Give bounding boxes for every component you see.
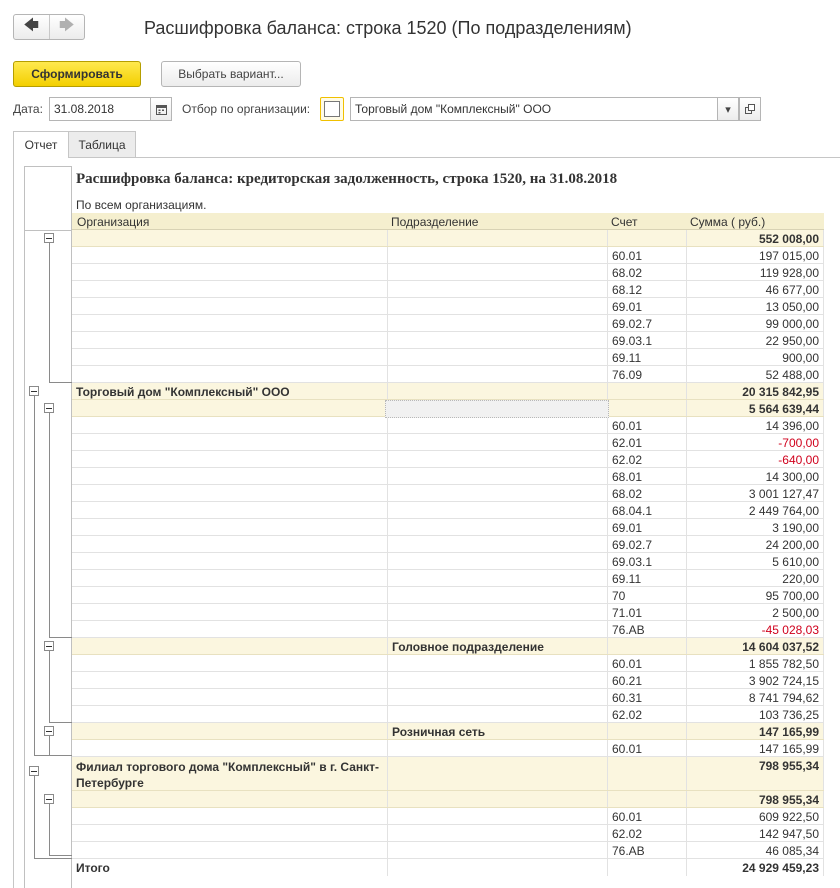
tree-line: [49, 855, 72, 856]
organization-cell[interactable]: [72, 689, 388, 705]
date-input[interactable]: 31.08.2018: [49, 97, 151, 121]
account-cell[interactable]: 62.02: [608, 451, 687, 467]
organization-cell[interactable]: [72, 502, 388, 518]
account-cell[interactable]: 69.02.7: [608, 315, 687, 331]
division-cell[interactable]: [388, 264, 608, 280]
page-title: Расшифровка баланса: строка 1520 (По подразделениям): [144, 18, 632, 38]
tree-line: [49, 637, 72, 638]
account-cell[interactable]: 68.04.1: [608, 502, 687, 518]
table-row[interactable]: [72, 672, 824, 689]
calendar-icon[interactable]: [150, 97, 172, 121]
account-cell[interactable]: 76.09: [608, 366, 687, 382]
division-cell[interactable]: [388, 672, 608, 688]
tree-line: [34, 396, 35, 755]
account-cell[interactable]: [608, 723, 687, 739]
division-cell[interactable]: [388, 230, 608, 246]
division-cell[interactable]: [388, 366, 608, 382]
division-cell[interactable]: Розничная сеть: [388, 723, 608, 739]
account-cell[interactable]: 60.01: [608, 247, 687, 263]
sum-cell[interactable]: -700,00: [687, 434, 824, 450]
table-row[interactable]: [72, 842, 824, 859]
division-cell[interactable]: [388, 553, 608, 569]
table-row[interactable]: [72, 689, 824, 706]
collapse-toggle-icon[interactable]: [44, 403, 54, 413]
division-cell[interactable]: [388, 383, 608, 399]
group-row[interactable]: [72, 383, 824, 400]
sum-cell[interactable]: 220,00: [687, 570, 824, 586]
division-cell[interactable]: [388, 808, 608, 824]
total-sum: 24 929 459,23: [687, 859, 824, 876]
collapse-toggle-icon[interactable]: [29, 386, 39, 396]
table-row[interactable]: [72, 536, 824, 553]
division-cell[interactable]: [388, 247, 608, 263]
organization-cell[interactable]: [72, 791, 388, 807]
table-row[interactable]: [72, 315, 824, 332]
sum-cell[interactable]: 46 677,00: [687, 281, 824, 297]
account-cell[interactable]: 69.03.1: [608, 553, 687, 569]
column-header-account[interactable]: Счет: [611, 215, 638, 229]
sum-cell[interactable]: 3 001 127,47: [687, 485, 824, 501]
sum-cell[interactable]: 5 610,00: [687, 553, 824, 569]
table-row[interactable]: [72, 587, 824, 604]
organization-cell[interactable]: Торговый дом "Комплексный" ООО: [72, 383, 388, 399]
division-cell[interactable]: [388, 655, 608, 671]
organization-cell[interactable]: [72, 536, 388, 552]
organization-cell[interactable]: [72, 417, 388, 433]
tree-line: [49, 413, 50, 637]
account-cell[interactable]: 76.АВ: [608, 621, 687, 637]
division-cell[interactable]: [388, 485, 608, 501]
account-cell[interactable]: 69.03.1: [608, 332, 687, 348]
organization-cell[interactable]: [72, 587, 388, 603]
division-cell: [388, 859, 608, 876]
group-row[interactable]: [72, 757, 824, 791]
column-header-organization[interactable]: Организация: [77, 215, 150, 229]
organization-cell[interactable]: [72, 553, 388, 569]
grouping-gutter-line: [24, 230, 72, 231]
division-cell[interactable]: [388, 332, 608, 348]
table-row[interactable]: [72, 706, 824, 723]
account-cell[interactable]: 68.01: [608, 468, 687, 484]
organization-cell[interactable]: [72, 485, 388, 501]
tree-line: [49, 382, 72, 383]
collapse-toggle-icon[interactable]: [44, 641, 54, 651]
account-cell[interactable]: [608, 757, 687, 790]
sum-cell[interactable]: 8 741 794,62: [687, 689, 824, 705]
sum-cell[interactable]: 119 928,00: [687, 264, 824, 280]
checkbox-box: [324, 101, 340, 117]
organization-cell[interactable]: [72, 434, 388, 450]
organization-cell[interactable]: [72, 298, 388, 314]
arrow-right-icon[interactable]: 🡆: [49, 15, 85, 39]
generate-button[interactable]: Сформировать: [13, 61, 141, 87]
sum-cell[interactable]: 142 947,50: [687, 825, 824, 841]
organization-cell[interactable]: [72, 247, 388, 263]
tree-line: [49, 243, 50, 382]
organization-cell[interactable]: [72, 672, 388, 688]
tree-line: [49, 804, 50, 855]
account-cell[interactable]: 60.01: [608, 417, 687, 433]
account-cell[interactable]: 68.12: [608, 281, 687, 297]
division-cell[interactable]: [388, 315, 608, 331]
dropdown-icon[interactable]: ▾: [717, 97, 739, 121]
table-row[interactable]: [72, 434, 824, 451]
navigation-buttons: [13, 14, 85, 40]
report-subtitle: По всем организациям.: [76, 198, 207, 212]
tab-table[interactable]: Таблица: [68, 131, 136, 157]
date-label: Дата:: [13, 102, 43, 116]
organization-cell[interactable]: [72, 264, 388, 280]
sum-cell[interactable]: 798 955,34: [687, 791, 824, 807]
column-header-sum[interactable]: Сумма ( руб.): [690, 215, 766, 229]
table-row[interactable]: [72, 349, 824, 366]
sum-cell[interactable]: 24 200,00: [687, 536, 824, 552]
account-cell[interactable]: 69.01: [608, 298, 687, 314]
grouping-gutter-line: [24, 166, 72, 167]
sum-cell[interactable]: 3 190,00: [687, 519, 824, 535]
organization-cell[interactable]: [72, 366, 388, 382]
sum-cell[interactable]: 52 488,00: [687, 366, 824, 382]
sum-cell[interactable]: 552 008,00: [687, 230, 824, 246]
tree-line: [49, 651, 50, 722]
sum-cell[interactable]: 1 855 782,50: [687, 655, 824, 671]
organization-cell[interactable]: [72, 740, 388, 756]
collapse-toggle-icon[interactable]: [44, 794, 54, 804]
sum-cell[interactable]: 20 315 842,95: [687, 383, 824, 399]
account-cell[interactable]: 71.01: [608, 604, 687, 620]
organization-cell[interactable]: Филиал торгового дома "Комплексный" в г. Санкт-Петербурге: [72, 757, 388, 790]
organization-cell[interactable]: [72, 723, 388, 739]
sum-cell[interactable]: 2 449 764,00: [687, 502, 824, 518]
organization-cell[interactable]: [72, 451, 388, 467]
table-row[interactable]: [72, 451, 824, 468]
arrow-left-icon[interactable]: 🡄: [23, 16, 39, 34]
total-label: Итого: [72, 859, 388, 876]
sum-cell[interactable]: 46 085,34: [687, 842, 824, 858]
sum-cell[interactable]: 5 564 639,44: [687, 400, 824, 416]
table-row[interactable]: [72, 298, 824, 315]
sum-cell[interactable]: 3 902 724,15: [687, 672, 824, 688]
collapse-toggle-icon[interactable]: [29, 766, 39, 776]
sum-cell[interactable]: 197 015,00: [687, 247, 824, 263]
table-row[interactable]: [72, 485, 824, 502]
division-cell[interactable]: [388, 791, 608, 807]
table-row[interactable]: [72, 281, 824, 298]
organization-cell[interactable]: [72, 332, 388, 348]
sum-cell[interactable]: 14 396,00: [687, 417, 824, 433]
division-cell[interactable]: [388, 281, 608, 297]
division-cell[interactable]: [388, 451, 608, 467]
sum-cell[interactable]: 147 165,99: [687, 740, 824, 756]
tree-line: [49, 755, 72, 756]
org-filter-checkbox[interactable]: [320, 97, 344, 121]
division-cell[interactable]: [388, 519, 608, 535]
account-cell[interactable]: 69.02.7: [608, 536, 687, 552]
table-row[interactable]: [72, 247, 824, 264]
organization-cell[interactable]: [72, 349, 388, 365]
account-cell[interactable]: 60.01: [608, 740, 687, 756]
account-cell[interactable]: [608, 383, 687, 399]
collapse-toggle-icon[interactable]: [44, 726, 54, 736]
table-row[interactable]: [72, 740, 824, 757]
table-row[interactable]: [72, 808, 824, 825]
report-title: Расшифровка баланса: кредиторская задолженность, строка 1520, на 31.08.2018: [76, 171, 618, 187]
organization-cell[interactable]: [72, 808, 388, 824]
sum-cell[interactable]: 798 955,34: [687, 757, 824, 790]
org-filter-label: Отбор по организации:: [182, 102, 311, 116]
collapse-toggle-icon[interactable]: [44, 233, 54, 243]
tree-line: [49, 722, 72, 723]
sum-cell[interactable]: -640,00: [687, 451, 824, 467]
organization-cell[interactable]: [72, 604, 388, 620]
division-cell[interactable]: [388, 842, 608, 858]
division-cell[interactable]: Головное подразделение: [388, 638, 608, 654]
organization-cell[interactable]: [72, 519, 388, 535]
account-cell[interactable]: 68.02: [608, 264, 687, 280]
sum-cell[interactable]: 2 500,00: [687, 604, 824, 620]
division-cell[interactable]: [388, 417, 608, 433]
division-cell[interactable]: [388, 757, 608, 790]
organization-cell[interactable]: [72, 638, 388, 654]
organization-cell[interactable]: [72, 570, 388, 586]
selected-cell[interactable]: [385, 400, 609, 418]
organization-cell[interactable]: [72, 230, 388, 246]
sum-cell[interactable]: 609 922,50: [687, 808, 824, 824]
division-cell[interactable]: [388, 706, 608, 722]
division-cell[interactable]: [388, 604, 608, 620]
division-cell[interactable]: [388, 689, 608, 705]
table-row[interactable]: [72, 417, 824, 434]
organization-cell[interactable]: [72, 825, 388, 841]
tree-line: [34, 776, 35, 858]
org-select-input[interactable]: Торговый дом "Комплексный" ООО: [350, 97, 718, 121]
sum-cell[interactable]: 99 000,00: [687, 315, 824, 331]
account-cell[interactable]: [608, 230, 687, 246]
account-cell[interactable]: [608, 638, 687, 654]
account-cell[interactable]: 62.02: [608, 706, 687, 722]
organization-cell[interactable]: [72, 655, 388, 671]
open-form-icon[interactable]: [739, 97, 761, 121]
select-variant-button[interactable]: Выбрать вариант...: [161, 61, 301, 87]
account-cell[interactable]: 60.01: [608, 655, 687, 671]
column-header-division[interactable]: Подразделение: [391, 215, 479, 229]
division-cell[interactable]: [388, 298, 608, 314]
account-cell[interactable]: 62.02: [608, 825, 687, 841]
sum-cell[interactable]: 14 604 037,52: [687, 638, 824, 654]
account-cell[interactable]: 60.01: [608, 808, 687, 824]
account-cell[interactable]: 69.11: [608, 570, 687, 586]
table-row[interactable]: [72, 570, 824, 587]
organization-cell[interactable]: [72, 842, 388, 858]
group-row[interactable]: [72, 638, 824, 655]
sum-cell[interactable]: 13 050,00: [687, 298, 824, 314]
table-row[interactable]: [72, 604, 824, 621]
organization-cell[interactable]: [72, 621, 388, 637]
account-cell: [608, 859, 687, 876]
sum-cell[interactable]: 147 165,99: [687, 723, 824, 739]
division-cell[interactable]: [388, 434, 608, 450]
tree-line: [49, 736, 50, 755]
organization-cell[interactable]: [72, 468, 388, 484]
sum-cell[interactable]: 95 700,00: [687, 587, 824, 603]
division-cell[interactable]: [388, 349, 608, 365]
account-cell[interactable]: [608, 400, 687, 416]
tree-line: [34, 858, 72, 859]
table-row[interactable]: [72, 468, 824, 485]
sum-cell[interactable]: -45 028,03: [687, 621, 824, 637]
group-row[interactable]: [72, 791, 824, 808]
division-cell[interactable]: [388, 536, 608, 552]
total-row[interactable]: [72, 859, 824, 876]
sum-cell[interactable]: 103 736,25: [687, 706, 824, 722]
division-cell[interactable]: [388, 570, 608, 586]
table-row[interactable]: [72, 519, 824, 536]
table-row[interactable]: [72, 264, 824, 281]
table-row[interactable]: [72, 621, 824, 638]
sum-cell[interactable]: 900,00: [687, 349, 824, 365]
organization-cell[interactable]: [72, 706, 388, 722]
account-cell[interactable]: 68.02: [608, 485, 687, 501]
table-row[interactable]: [72, 655, 824, 672]
division-cell[interactable]: [388, 502, 608, 518]
division-cell[interactable]: [388, 825, 608, 841]
account-cell[interactable]: 69.11: [608, 349, 687, 365]
sum-cell[interactable]: 22 950,00: [687, 332, 824, 348]
account-cell[interactable]: 76.АВ: [608, 842, 687, 858]
division-cell[interactable]: [388, 621, 608, 637]
table-row[interactable]: [72, 502, 824, 519]
division-cell[interactable]: [388, 468, 608, 484]
organization-cell[interactable]: [72, 281, 388, 297]
organization-cell[interactable]: [72, 315, 388, 331]
sum-cell[interactable]: 14 300,00: [687, 468, 824, 484]
account-cell[interactable]: 60.21: [608, 672, 687, 688]
table-row[interactable]: [72, 366, 824, 383]
account-cell[interactable]: [608, 791, 687, 807]
group-row[interactable]: [72, 230, 824, 247]
account-cell[interactable]: 69.01: [608, 519, 687, 535]
account-cell[interactable]: 62.01: [608, 434, 687, 450]
tab-report[interactable]: Отчет: [13, 131, 69, 158]
table-row[interactable]: [72, 553, 824, 570]
division-cell[interactable]: [388, 587, 608, 603]
grouping-gutter-line: [24, 166, 25, 888]
table-row[interactable]: [72, 332, 824, 349]
account-cell[interactable]: 60.31: [608, 689, 687, 705]
organization-cell[interactable]: [72, 400, 388, 416]
table-row[interactable]: [72, 825, 824, 842]
division-cell[interactable]: [388, 740, 608, 756]
account-cell[interactable]: 70: [608, 587, 687, 603]
group-row[interactable]: [72, 723, 824, 740]
